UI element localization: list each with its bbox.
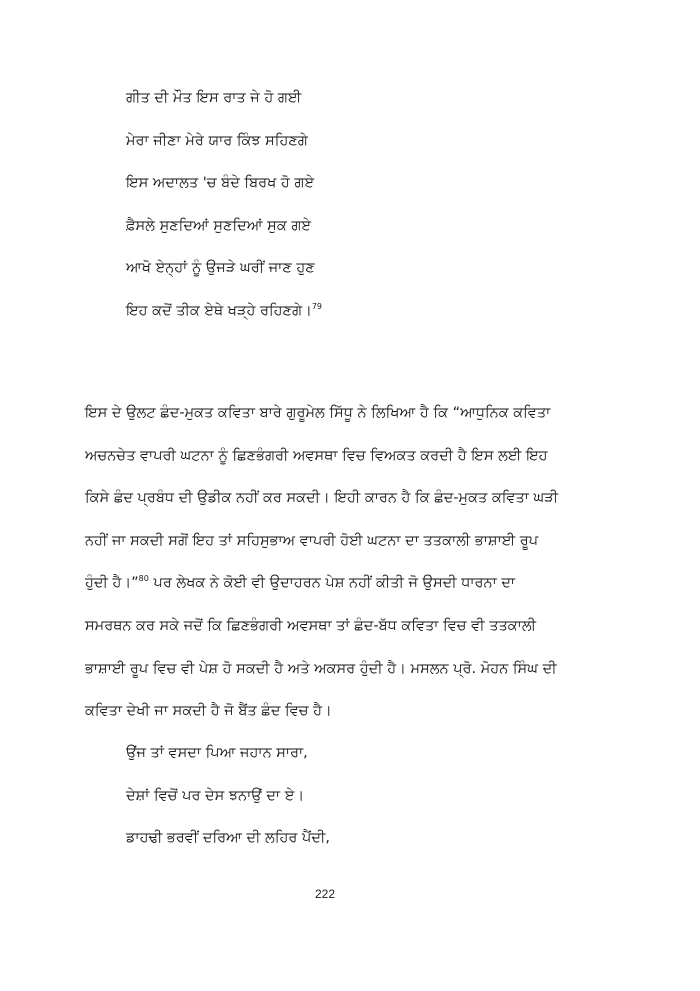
paragraph-line: ਭਾਸ਼ਾਈ ਰੂਪ ਵਿਚ ਵੀ ਪੇਸ਼ ਹੋ ਸਕਦੀ ਹੈ ਅਤੇ ਅਕਸਰ ਹੁੰਦੀ ਹੈ। ਮਸਲਨ ਪ੍ਰੋ. ਮੋਹਨ ਸਿੰਘ ਦੀ [85, 660, 557, 677]
paragraph-line: ਸਮਰਥਨ ਕਰ ਸਕੇ ਜਦੋਂ ਕਿ ਛਿਣਭੰਗਰੀ ਅਵਸਥਾ ਤਾਂ ਛੰਦ-ਬੱਧ ਕਵਿਤਾ ਵਿਚ ਵੀ ਤਤਕਾਲੀ [85, 617, 536, 634]
paragraph-line: ਕਿਸੇ ਛੰਦ ਪ੍ਰਬੰਧ ਦੀ ਉਡੀਕ ਨਹੀਂ ਕਰ ਸਕਦੀ। ਇਹੀ ਕਾਰਨ ਹੈ ਕਿ ਛੰਦ-ਮੁਕਤ ਕਵਿਤਾ ਘੜੀ [85, 490, 559, 507]
poem-line-last [126, 299, 606, 342]
body-paragraph [85, 401, 615, 742]
poem-line: ਇਸ ਅਦਾਲਤ 'ਚ ਬੰਦੇ ਬਿਰਖ ਹੋ ਗਏ [126, 175, 315, 191]
paragraph-line: ਨਹੀਂ ਜਾ ਸਕਦੀ ਸਗੋਂ ਇਹ ਤਾਂ ਸਹਿਸੁਭਾਅ ਵਾਪਰੀ ਹੋਈ ਘਟਨਾ ਦਾ ਤਤਕਾਲੀ ਭਾਸ਼ਾਈ ਰੂਪ [85, 532, 539, 549]
paragraph-text: ਪਰ ਲੇਖਕ ਨੇ ਕੋਈ ਵੀ ਉਦਾਹਰਨ ਪੇਸ਼ ਨਹੀਂ ਕੀਤੀ ਜੋ ਉਸਦੀ ਧਾਰਨਾ ਦਾ [148, 575, 516, 592]
poem-line-text: ਇਹ ਕਦੋਂ ਤੀਕ ਏਥੇ ਖੜ੍ਹੇ ਰਹਿਣਗੇ। [126, 302, 312, 319]
paragraph-line: ਅਚਨਚੇਤ ਵਾਪਰੀ ਘਟਨਾ ਨੂੰ ਛਿਣਭੰਗਰੀ ਅਵਸਥਾ ਵਿਚ ਵਿਅਕਤ ਕਰਦੀ ਹੈ ਇਸ ਲਈ ਇਹ [85, 447, 548, 464]
poem-excerpt-bottom [126, 741, 606, 869]
paragraph-line-with-footnote [85, 571, 615, 614]
footnote-reference: 80 [138, 574, 149, 584]
poem-line: ਦੇਸ਼ਾਂ ਵਿਚੋਂ ਪਰ ਦੇਸ ਝਨਾਉਂ ਦਾ ਏ। [126, 787, 305, 804]
poem-line: ਮੇਰਾ ਜੀਣਾ ਮੇਰੇ ਯਾਰ ਕਿੰਝ ਸਹਿਣਗੇ [126, 132, 308, 149]
paragraph-line: ਇਸ ਦੇ ਉਲਟ ਛੰਦ-ਮੁਕਤ ਕਵਿਤਾ ਬਾਰੇ ਗੁਰੂਮੇਲ ਸਿੱਧੂ ਨੇ ਲਿਖਿਆ ਹੈ ਕਿ “ਆਧੁਨਿਕ ਕਵਿਤਾ [85, 405, 551, 421]
poem-line: ਡਾਹਢੀ ਭਰਵੀਂ ਦਰਿਆ ਦੀ ਲਹਿਰ ਪੈਂਦੀ, [126, 830, 330, 846]
footnote-reference: 79 [311, 301, 323, 311]
poem-line: ਉਂਜ ਤਾਂ ਵਸਦਾ ਪਿਆ ਜਹਾਨ ਸਾਰਾ, [126, 745, 308, 761]
poem-line: ਆਖੋ ਏਨ੍ਹਾਂ ਨੂੰ ਉਜੜੇ ਘਰੀਂ ਜਾਣ ਹੁਣ [126, 260, 315, 276]
poem-excerpt-top [126, 86, 606, 341]
page-number: 222 [314, 887, 336, 901]
quote-end-text: ਹੁੰਦੀ ਹੈ।” [85, 575, 139, 592]
poem-line: ਗੀਤ ਦੀ ਮੌਤ ਇਸ ਰਾਤ ਜੇ ਹੋ ਗਈ [126, 90, 302, 106]
poem-line: ਫ਼ੈਸਲੇ ਸੁਣਦਿਆਂ ਸੁਣਦਿਆਂ ਸੁਕ ਗਏ [126, 217, 312, 234]
paragraph-line: ਕਵਿਤਾ ਦੇਖੀ ਜਾ ਸਕਦੀ ਹੈ ਜੋ ਬੈਂਤ ਛੰਦ ਵਿਚ ਹੈ। [85, 703, 332, 720]
